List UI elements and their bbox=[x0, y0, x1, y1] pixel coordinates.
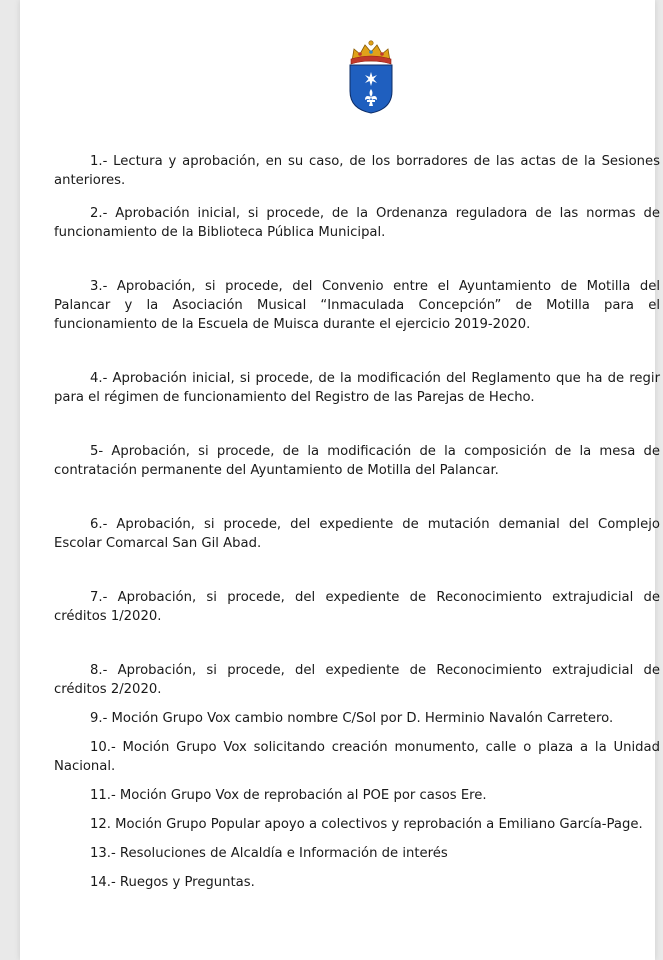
agenda-item: 6.- Aprobación, si procede, del expediente de mutación demanial del Complejo Escolar Comarcal San Gil Abad. bbox=[54, 517, 660, 551]
agenda-item: 1.- Lectura y aprobación, en su caso, de los borradores de las actas de la Sesiones anteriores. bbox=[54, 154, 660, 188]
agenda-item: 5- Aprobación, si procede, de la modificación de la composición de la mesa de contratación permanente del Ayuntamiento de Motilla del Palancar. bbox=[54, 444, 660, 478]
agenda-item: 2.- Aprobación inicial, si procede, de la Ordenanza reguladora de las normas de funcionamiento de la Biblioteca Pública Municipal. bbox=[54, 206, 660, 240]
agenda-item: 14.- Ruegos y Preguntas. bbox=[90, 875, 255, 890]
agenda-list bbox=[54, 152, 660, 892]
agenda-item: 8.- Aprobación, si procede, del expediente de Reconocimiento extrajudicial de créditos 2/2020. bbox=[54, 663, 660, 697]
agenda-item: 4.- Aprobación inicial, si procede, de la modificación del Reglamento que ha de regir para el régimen de funcionamiento del Registro de las Parejas de Hecho. bbox=[54, 371, 660, 405]
document-page bbox=[20, 0, 660, 960]
agenda-item: 9.- Moción Grupo Vox cambio nombre C/Sol por D. Herminio Navalón Carretero. bbox=[90, 711, 614, 726]
agenda-item: 11.- Moción Grupo Vox de reprobación al POE por casos Ere. bbox=[90, 788, 487, 803]
agenda-item: 10.- Moción Grupo Vox solicitando creación monumento, calle o plaza a la Unidad Nacional. bbox=[54, 740, 660, 774]
agenda-item: 13.- Resoluciones de Alcaldía e Información de interés bbox=[90, 846, 448, 861]
agenda-item: 12. Moción Grupo Popular apoyo a colectivos y reprobación a Emiliano García-Page. bbox=[90, 817, 643, 832]
agenda-item: 7.- Aprobación, si procede, del expediente de Reconocimiento extrajudicial de créditos 1/2020. bbox=[54, 590, 660, 624]
agenda-item: 3.- Aprobación, si procede, del Convenio entre el Ayuntamiento de Motilla del Palancar y la Asociación Musical “Inmaculada Concepción” de Motilla para el funcionamiento de la Escuela de Muisca durante el ejercicio 2019-2020. bbox=[54, 279, 660, 332]
coat-of-arms-icon bbox=[346, 37, 396, 115]
